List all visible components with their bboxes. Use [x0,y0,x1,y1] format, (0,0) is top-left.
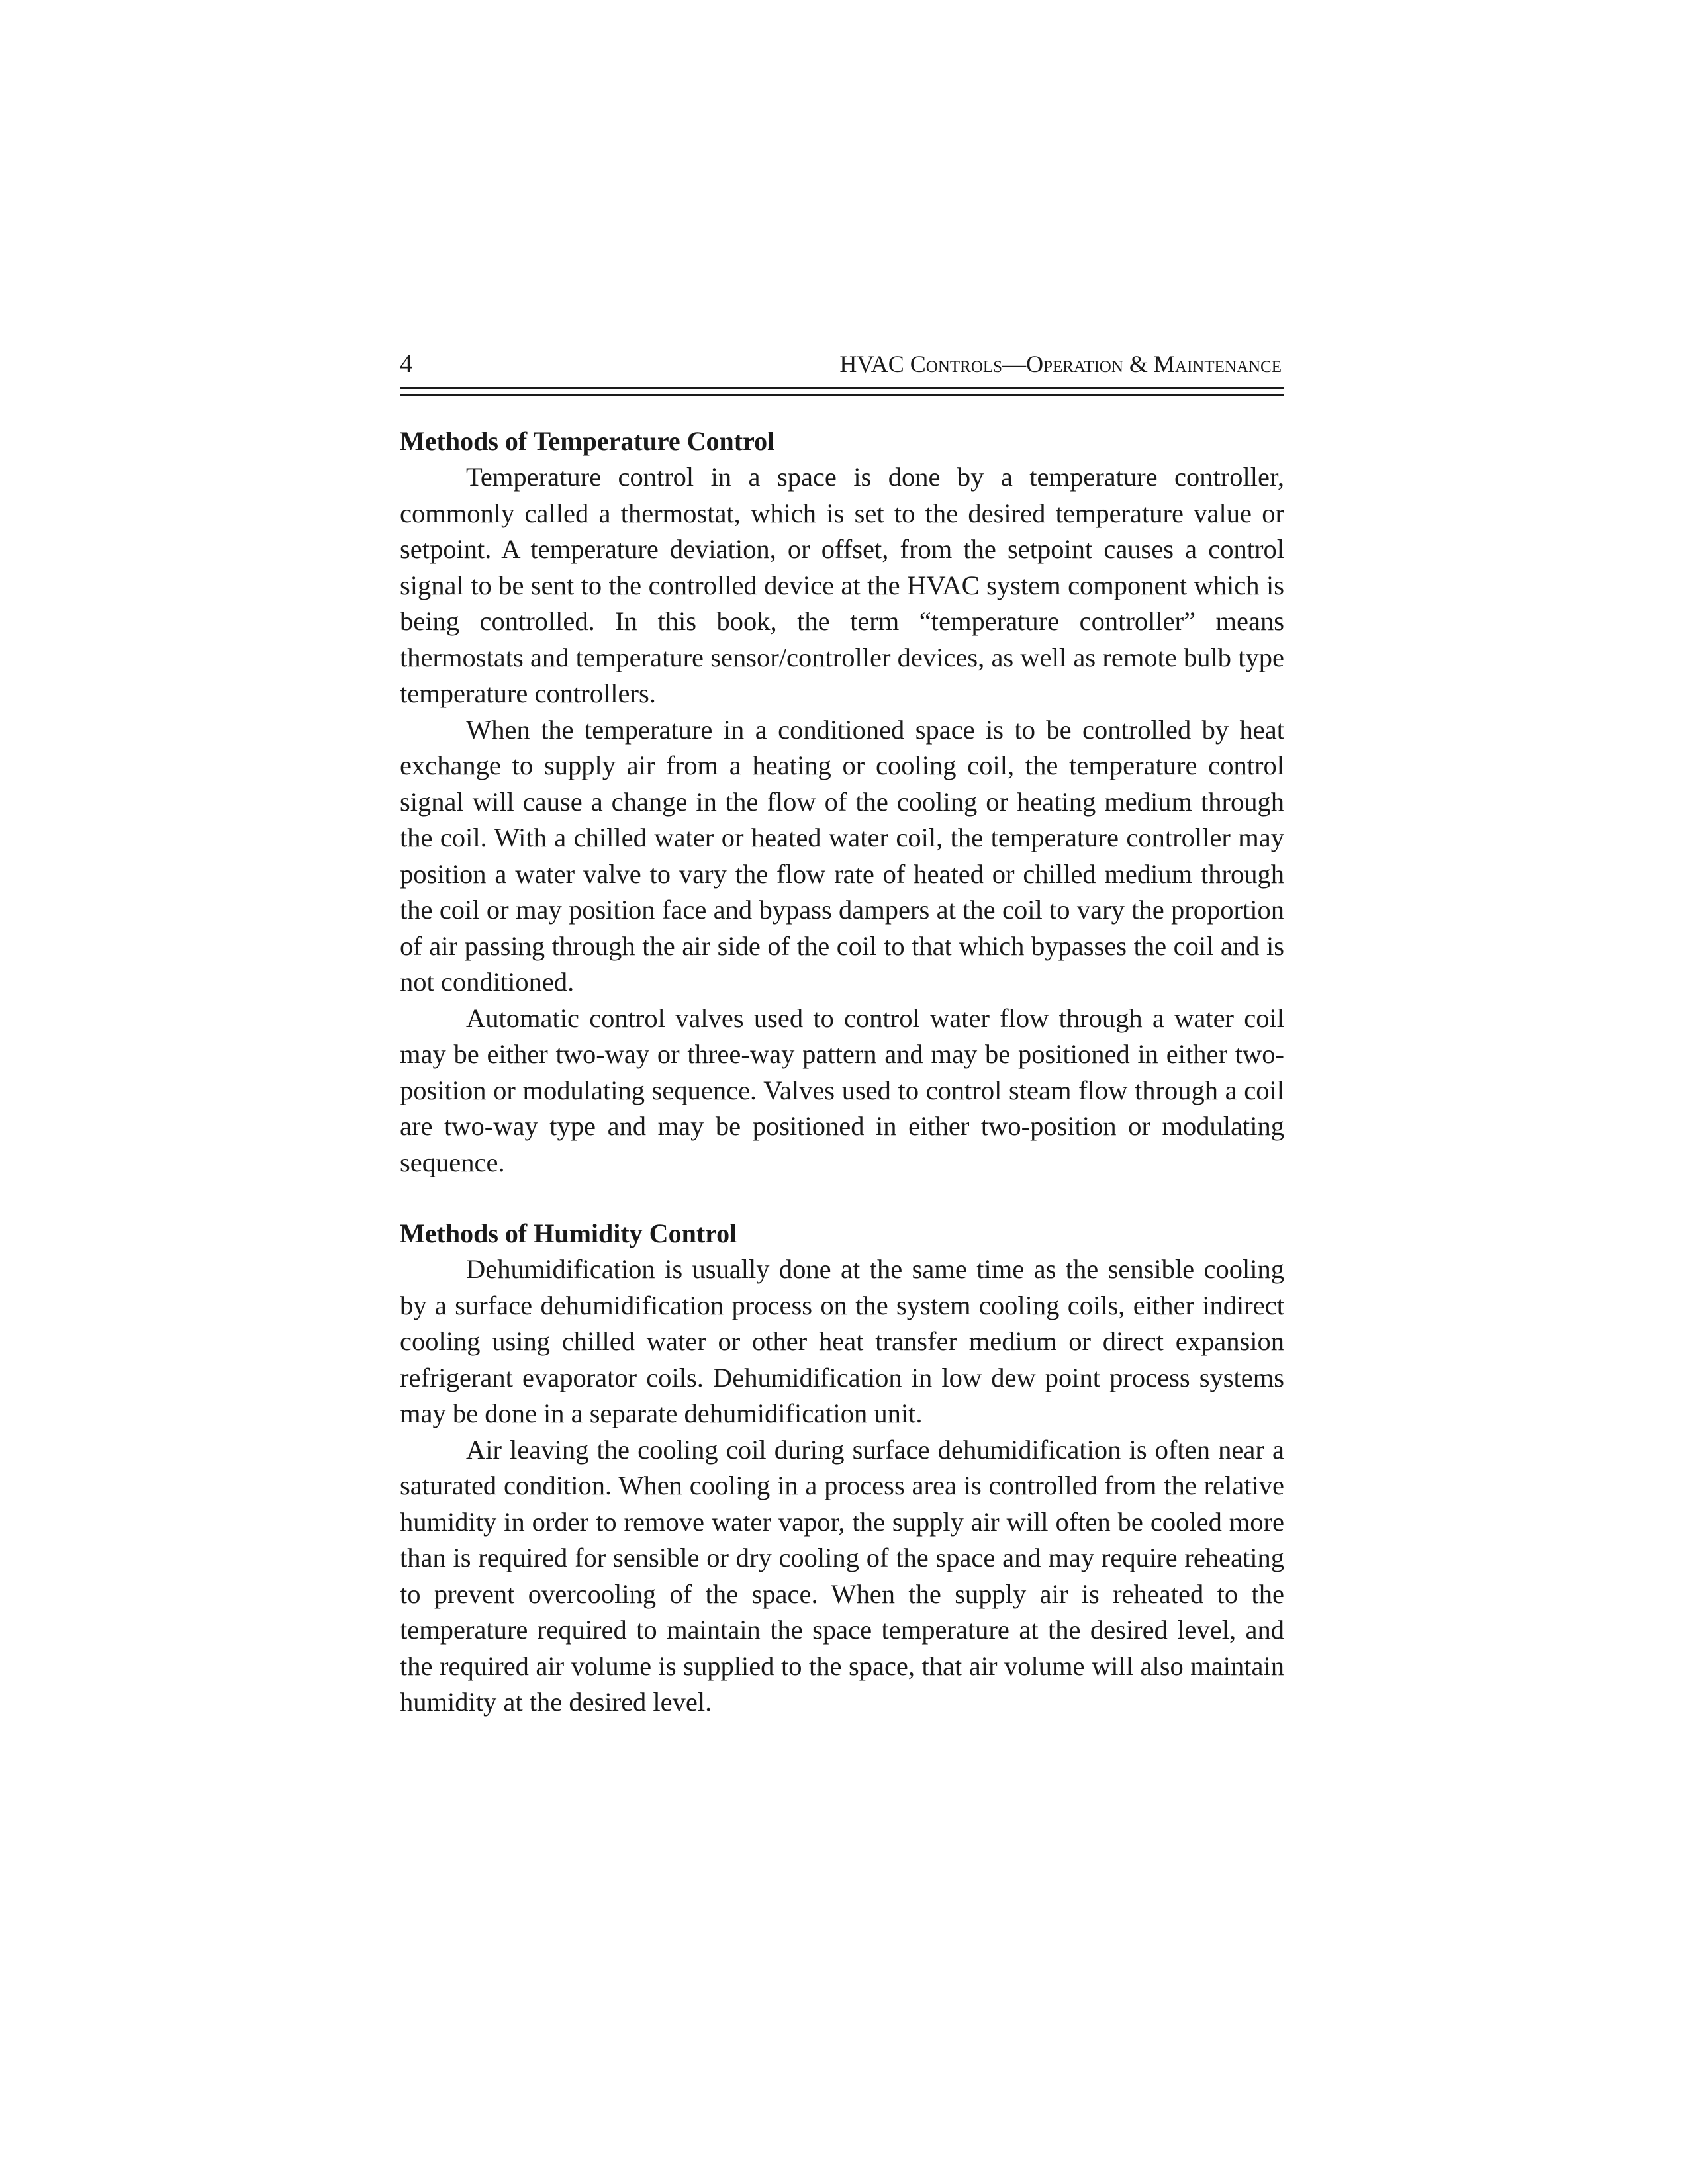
paragraph: Automatic control valves used to control water flow through a water coil may be either two-way or three-way pattern and may be positioned in either two-position or modulating sequence. Valves used to control steam flow through a coil are two-way type and may be positioned in either two-position or modulating sequence. [400,1003,1284,1177]
paragraph: When the temperature in a conditioned space is to be controlled by heat exchange to supply air from a heating or cooling coil, the temperature control signal will cause a change in the flow of the cooling or heating medium through the coil. With a chilled water or heated water coil, the temperature controller may position a water valve to vary the flow rate of heated or chilled medium through the coil or may position face and bypass dampers at the coil to vary the proportion of air passing through the air side of the coil to that which bypasses the coil and is not conditioned. [400,714,1284,997]
page-number: 4 [400,350,412,378]
header-rule-thin [400,394,1284,396]
page-header [400,351,1284,377]
body-text [400,424,1284,1721]
section-heading: Methods of Temperature Control [400,426,775,456]
section-temperature-control [400,424,1284,1181]
running-head-title: HVAC Controls—Operation & Maintenance [839,351,1282,377]
section-heading: Methods of Humidity Control [400,1218,737,1248]
header-rule-thick [400,387,1284,389]
paragraph: Temperature control in a space is done by a temperature controller, commonly called a thermostat, which is set to the desired temperature value or setpoint. A temperature deviation, or offset, from the setpoint causes a control signal to be sent to the controlled device at the HVAC system component which is being controlled. In this book, the term “temperature controller” means thermostats and temperature sensor/controller devices, as well as remote bulb type temperature controllers. [400,462,1284,708]
paragraph: Dehumidification is usually done at the same time as the sensible cooling by a surface dehumidification process on the system cooling coils, either indirect cooling using chilled water or other heat transfer medium or direct expansion refrigerant evaporator coils. Dehumidification in low dew point process systems may be done in a separate dehumidification unit. [400,1254,1284,1428]
paragraph: Air leaving the cooling coil during surface dehumidification is often near a saturated condition. When cooling in a process area is controlled from the relative humidity in order to remove water vapor, the supply air will often be cooled more than is required for sensible or dry cooling of the space and may require reheating to prevent overcooling of the space. When the supply air is reheated to the temperature required to maintain the space temperature at the desired level, and the required air volume is supplied to the space, that air volume will also maintain humidity at the desired level. [400,1434,1284,1717]
section-humidity-control [400,1216,1284,1721]
